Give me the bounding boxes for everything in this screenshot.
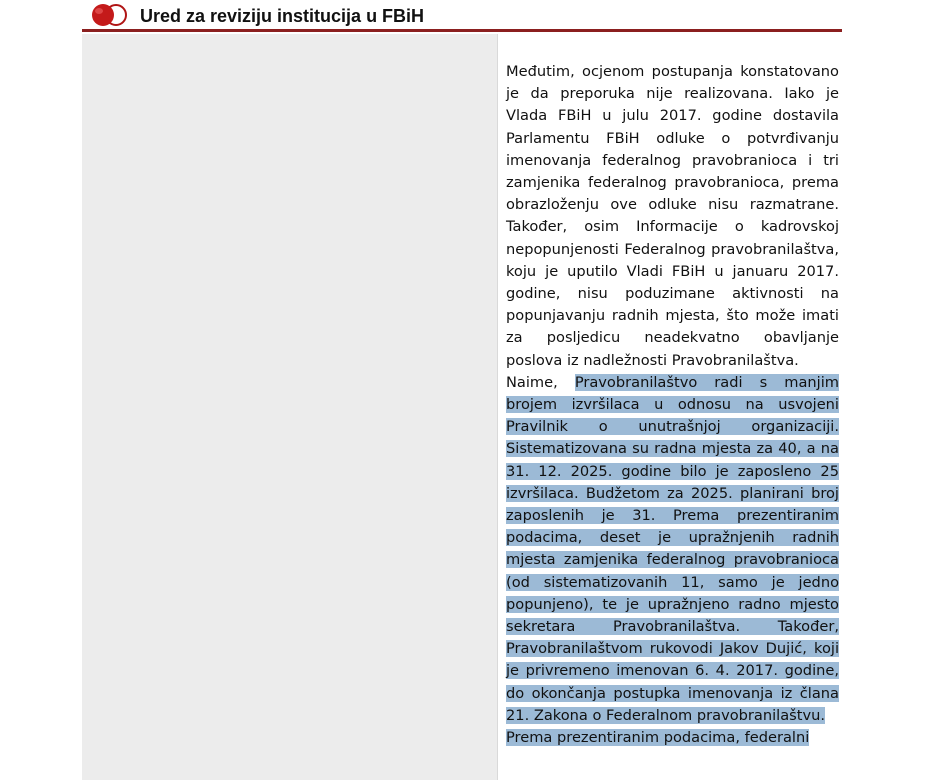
red-circles-logo-icon [88,3,132,27]
paragraph-3 [506,727,839,749]
body-text [506,61,839,749]
header-rule [82,29,842,32]
highlighted-selection-continued: Prema prezentiranim podacima, federalni [506,729,810,747]
paragraph-2 [506,372,839,727]
left-column [82,34,497,780]
header-title: Ured za reviziju institucija u FBiH [140,6,425,26]
highlighted-selection: Pravobranilaštvo radi s manjim brojem izvršilaca u odnosu na usvojeni Pravilnik o unutrašnjoj organizaciji. Sistematizovana su radna mjesta za 40, a na 31. 12. 2025. godine bilo je zaposleno 25 izvršilaca. Budžetom za 2025. planirani broj zaposlenih je 31. Prema prezentiranim podacima, deset je upražnjenih radnih mjesta zamjenika federalnog pravobranioca (od sistematizovanih 11, samo je jedno popunjeno), te je upražnjeno radno mjesto sekretara Pravobranilaštva. Također, Pravobranilaštvom rukovodi Jakov Dujić, koji je privremeno imenovan 6. 4. 2017. godine, do okončanja postupka imenovanja iz člana 21. Zakona o Federalnom pravobranilaštvu. [506,373,840,724]
paragraph-1: Međutim, ocjenom postupanja konstatovano je da preporuka nije realizovana. Iako je Vlada FBiH u julu 2017. godine dostavila Parlamentu FBiH odluke o potvrđivanju imenovanja federalnog pravobranioca i tri zamjenika federalnog pravobranioca, prema obrazloženju ove odluke nisu razmatrane. Također, osim Informacije o kadrovskoj nepopunjenosti Federalnog pravobranilaštva, koju je uputilo Vladi FBiH u januaru 2017. godine, nisu poduzimane aktivnosti na popunjavanju radnih mjesta, što može imati za posljedicu neadekvatno obavljanje poslova iz nadležnosti Pravobranilaštva. [506,63,839,369]
paragraph-2-lead: Naime, [506,373,575,391]
